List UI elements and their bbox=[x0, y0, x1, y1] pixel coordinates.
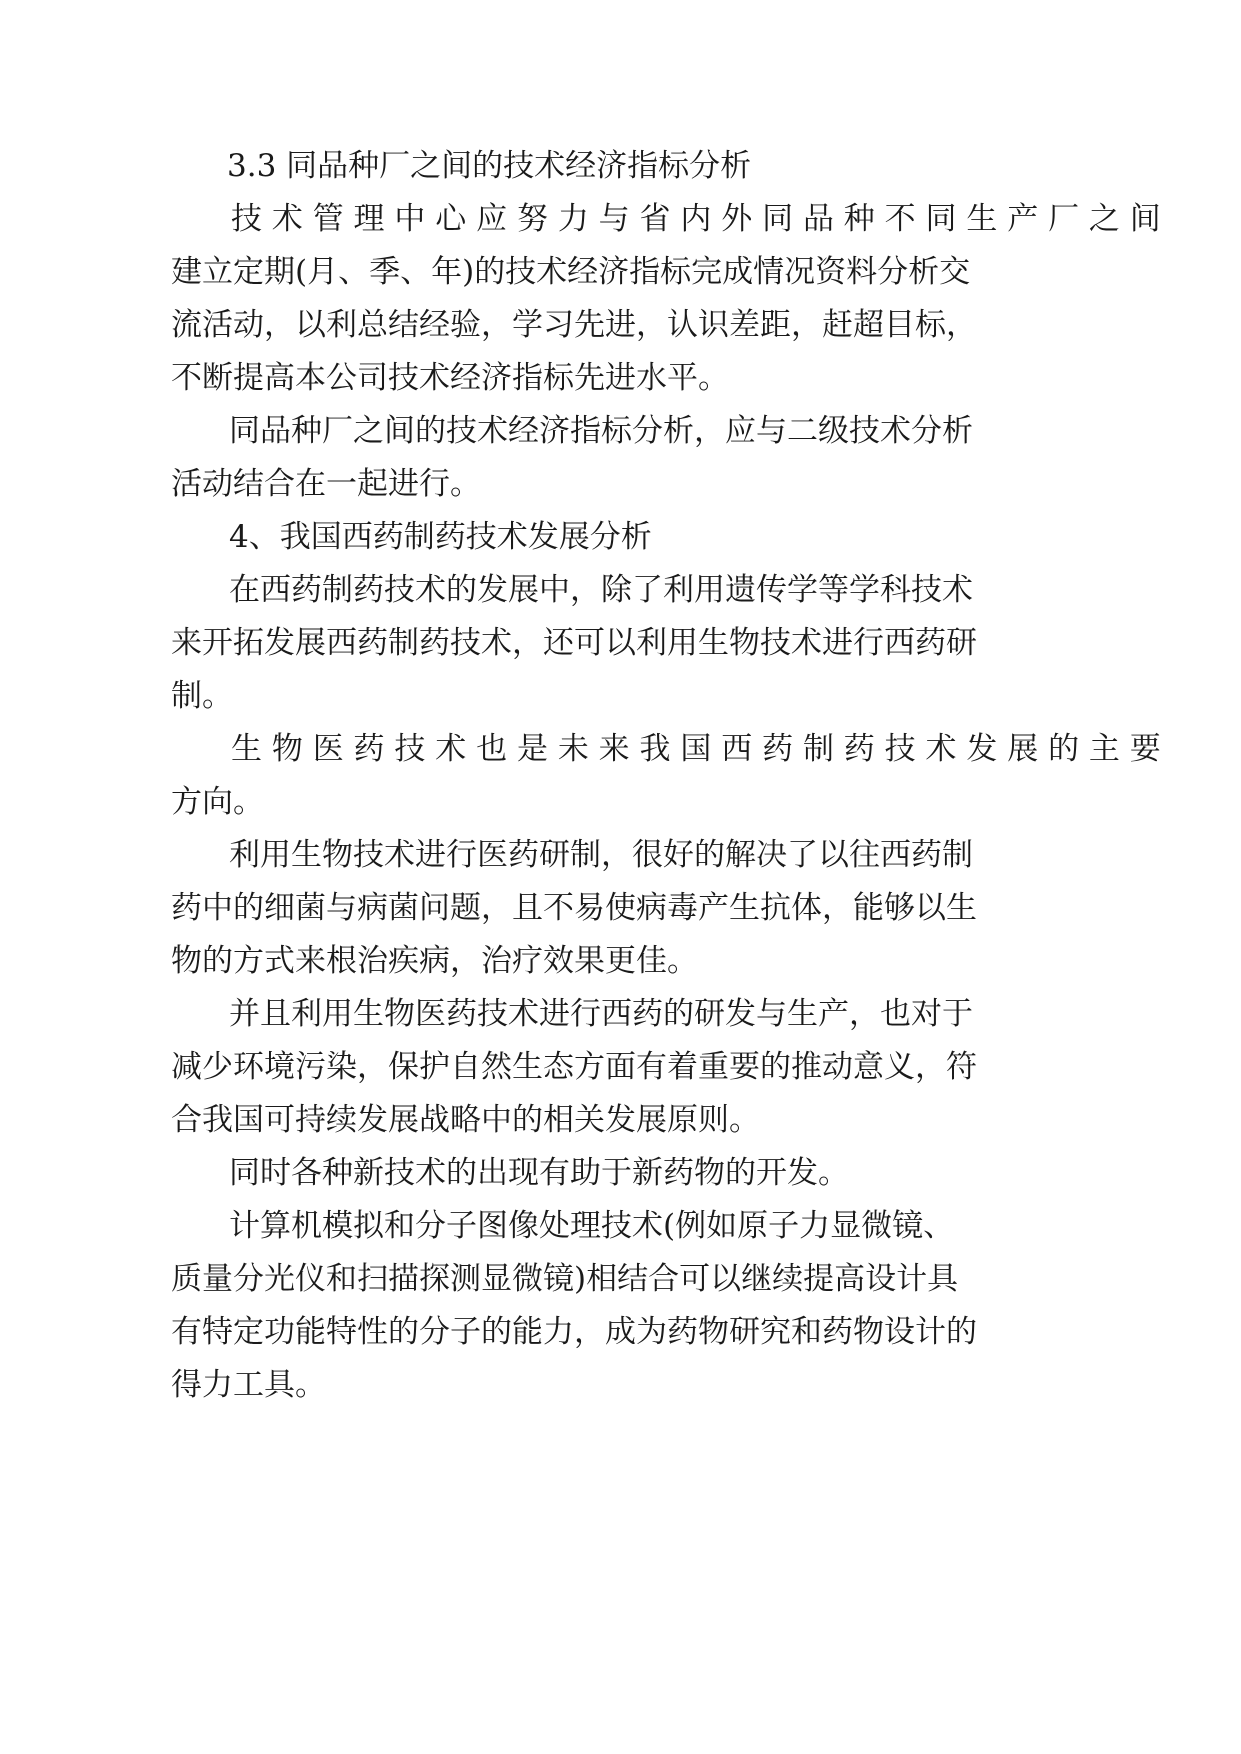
paragraph-line: 减少环境污染，保护自然生态方面有着重要的推动意义，符 bbox=[171, 1049, 977, 1085]
paragraph-line: 利用生物技术进行医药研制，很好的解决了以往西药制 bbox=[229, 837, 973, 873]
section-heading-4: 4、我国西药制药技术发展分析 bbox=[229, 519, 652, 555]
paragraph-line: 质量分光仪和扫描探测显微镜)相结合可以继续提高设计具 bbox=[171, 1261, 959, 1297]
paragraph-line: 计算机模拟和分子图像处理技术(例如原子力显微镜、 bbox=[229, 1208, 955, 1244]
paragraph-line: 同时各种新技术的出现有助于新药物的开发。 bbox=[229, 1155, 849, 1191]
paragraph-line: 建立定期(月、季、年)的技术经济指标完成情况资料分析交 bbox=[171, 254, 971, 290]
paragraph-line: 有特定功能特性的分子的能力，成为药物研究和药物设计的 bbox=[171, 1314, 977, 1350]
paragraph-line: 得力工具。 bbox=[171, 1367, 326, 1403]
section-heading-3-3: 3.3 同品种厂之间的技术经济指标分析 bbox=[227, 148, 752, 184]
paragraph-line: 在西药制药技术的发展中，除了利用遗传学等学科技术 bbox=[229, 572, 973, 608]
paragraph-line: 技 术 管 理 中 心 应 努 力 与 省 内 外 同 品 种 不 同 生 产 厂 之 间 bbox=[231, 201, 1161, 237]
paragraph-line: 药中的细菌与病菌问题，且不易使病毒产生抗体，能够以生 bbox=[171, 890, 977, 926]
paragraph-line: 生 物 医 药 技 术 也 是 未 来 我 国 西 药 制 药 技 术 发 展 的 主 要 bbox=[231, 731, 1161, 767]
paragraph-line: 物的方式来根治疾病，治疗效果更佳。 bbox=[171, 943, 698, 979]
paragraph-line: 方向。 bbox=[171, 784, 264, 820]
paragraph-line: 活动结合在一起进行。 bbox=[171, 466, 481, 502]
paragraph-line: 不断提高本公司技术经济指标先进水平。 bbox=[171, 360, 729, 396]
paragraph-line: 并且利用生物医药技术进行西药的研发与生产，也对于 bbox=[229, 996, 973, 1032]
paragraph-line: 制。 bbox=[171, 678, 233, 714]
paragraph-line: 合我国可持续发展战略中的相关发展原则。 bbox=[171, 1102, 760, 1138]
paragraph-line: 流活动，以利总结经验，学习先进，认识差距，赶超目标， bbox=[171, 307, 977, 343]
paragraph-line: 同品种厂之间的技术经济指标分析，应与二级技术分析 bbox=[229, 413, 973, 449]
paragraph-line: 来开拓发展西药制药技术，还可以利用生物技术进行西药研 bbox=[171, 625, 977, 661]
